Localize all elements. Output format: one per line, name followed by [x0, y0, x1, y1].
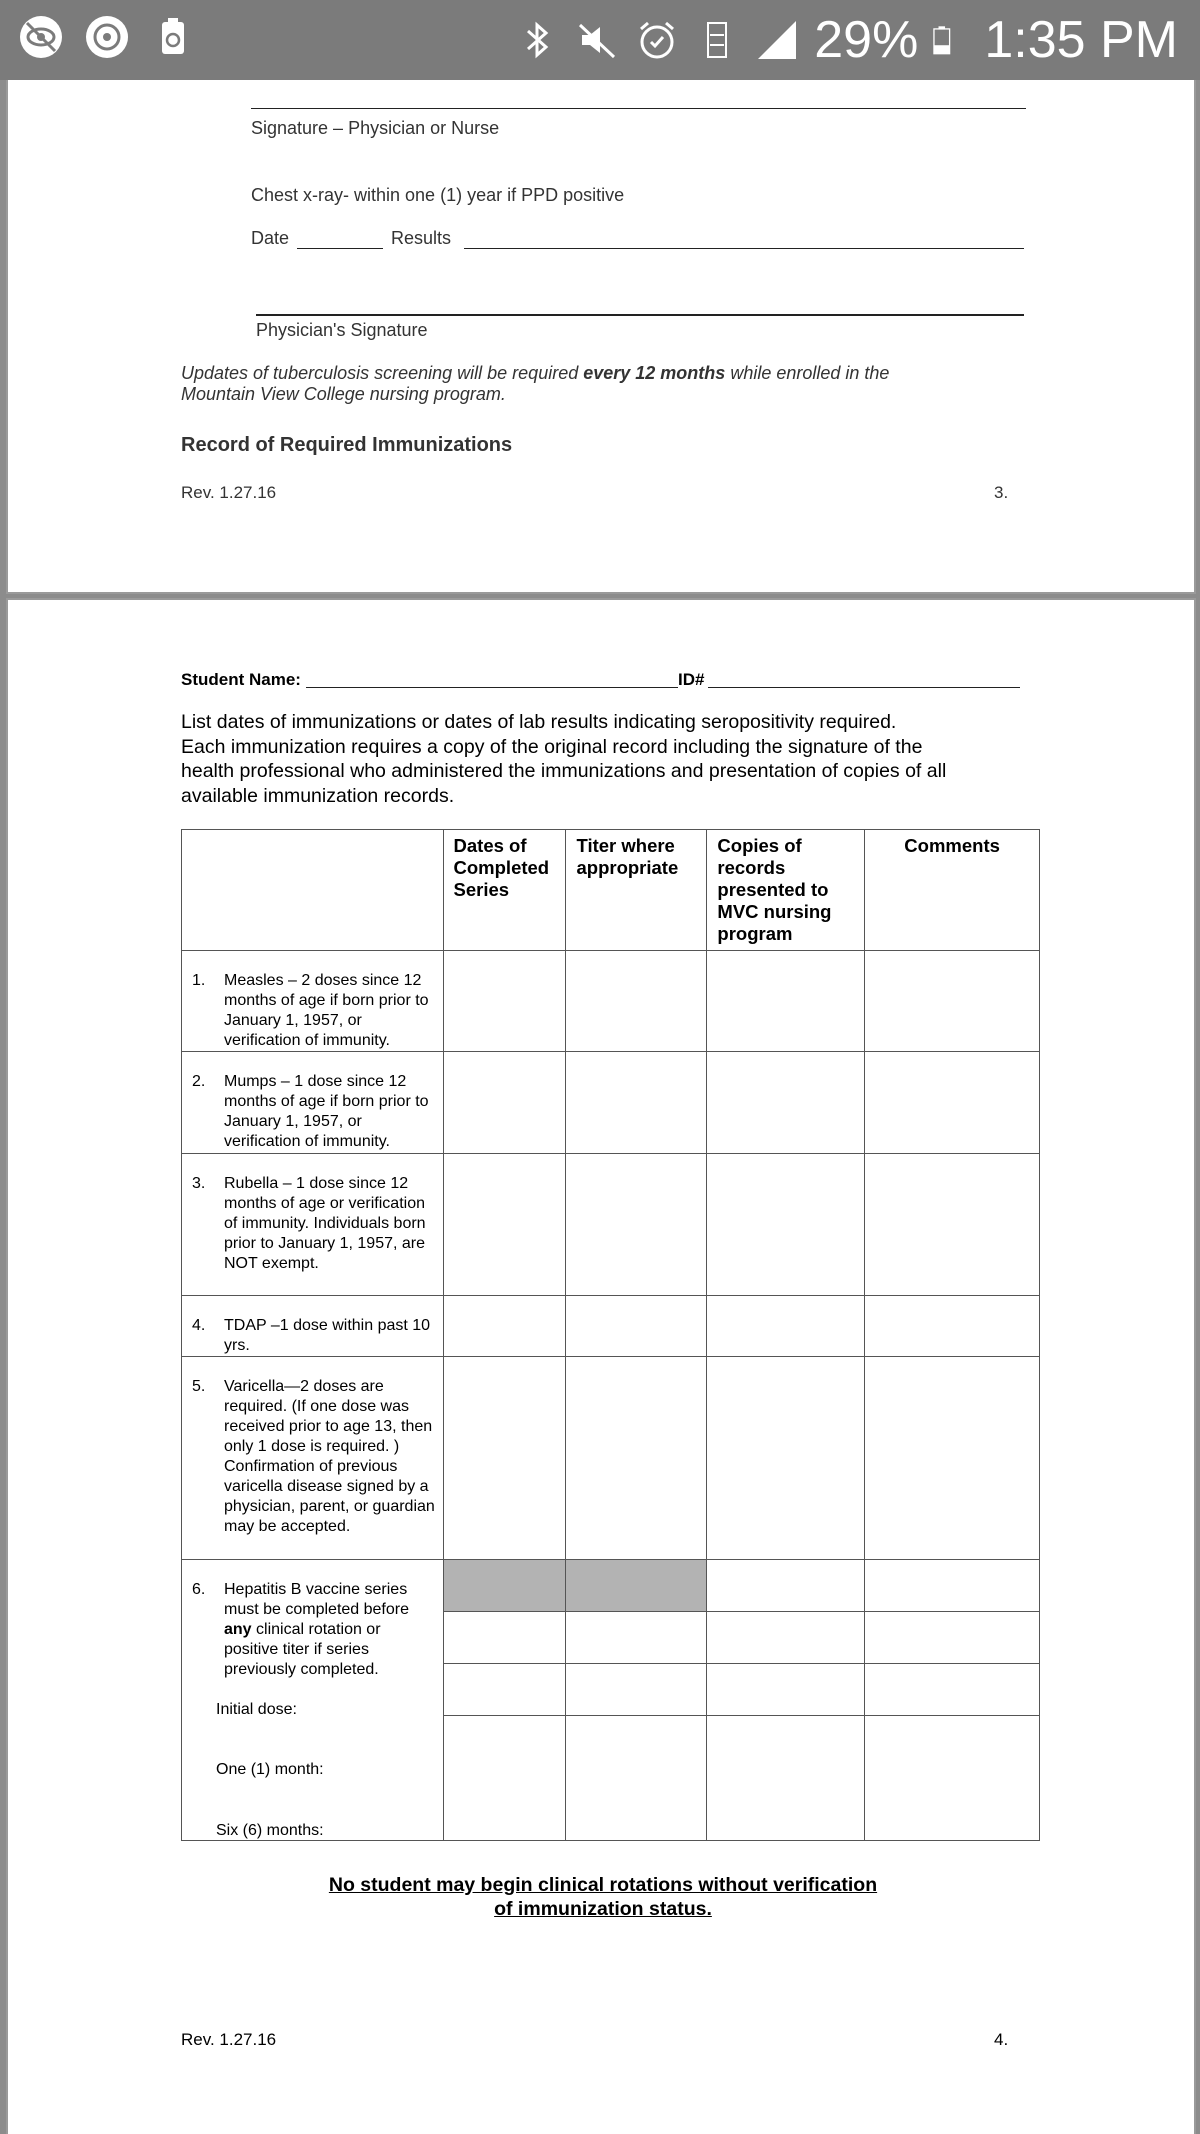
header-cell: Titer where appropriate [566, 830, 707, 951]
date-cell[interactable] [443, 1612, 566, 1664]
revision-label: Rev. 1.27.16 [181, 483, 277, 502]
date-cell-shaded [443, 1560, 566, 1612]
row-number: 5. [192, 1378, 206, 1395]
copies-cell[interactable] [707, 1612, 865, 1664]
table-row [182, 1052, 1040, 1154]
titer-cell[interactable] [566, 1664, 707, 1716]
vaccine-cell [182, 1296, 444, 1357]
status-bar [0, 0, 1200, 80]
comments-cell[interactable] [865, 1154, 1040, 1296]
titer-cell[interactable] [566, 1154, 707, 1296]
signature-label: Signature – Physician or Nurse [251, 118, 500, 138]
hep-text-bold: any [224, 1621, 252, 1638]
battery-percent: 29% [814, 11, 919, 69]
copies-cell[interactable] [707, 1052, 865, 1154]
instructions-paragraph [181, 710, 1041, 808]
header-cell: Comments [865, 830, 1040, 951]
document-page-4 [6, 598, 1196, 2134]
date-cell[interactable] [443, 1052, 566, 1154]
comments-cell[interactable] [865, 1052, 1040, 1154]
clock: 1:35 PM [984, 11, 1178, 69]
titer-cell[interactable] [566, 1612, 707, 1664]
vaccine-cell [182, 1052, 444, 1154]
copies-cell[interactable] [707, 1560, 865, 1612]
comments-cell[interactable] [865, 1560, 1040, 1612]
vaccine-requirement: Mumps – 1 dose since 12 months of age if born prior to January 1, 1957, or verification of immunity. [224, 1073, 429, 1150]
eye-off-icon [18, 14, 64, 60]
vaccine-requirement: TDAP –1 dose within past 10 yrs. [224, 1317, 431, 1354]
copies-cell[interactable] [707, 1716, 865, 1841]
table-row-hepatitis-b [182, 1560, 1040, 1612]
copies-cell[interactable] [707, 951, 865, 1052]
tb-update-text-1: Updates of tuberculosis screening will be required [181, 363, 579, 383]
date-cell[interactable] [443, 1664, 566, 1716]
revision-label: Rev. 1.27.16 [181, 2030, 277, 2049]
results-line [464, 248, 1024, 249]
copies-cell[interactable] [707, 1296, 865, 1357]
tb-update-text-2: while enrolled in the [730, 363, 890, 383]
instructions-line: available immunization records. [181, 784, 455, 807]
vaccine-cell [182, 1154, 444, 1296]
bluetooth-icon [514, 17, 560, 63]
titer-cell[interactable] [566, 1716, 707, 1841]
chest-xray-text: Chest x-ray- within one (1) year if PPD positive [251, 185, 625, 205]
copies-cell[interactable] [707, 1357, 865, 1560]
comments-cell[interactable] [865, 1716, 1040, 1841]
tb-update-emphasis: every 12 months [583, 363, 726, 383]
comments-cell[interactable] [865, 1296, 1040, 1357]
vaccine-cell-hepatitis-b [182, 1560, 444, 1841]
titer-cell[interactable] [566, 1052, 707, 1154]
table-row [182, 1154, 1040, 1296]
sync-icon [84, 14, 130, 60]
immunization-table [181, 829, 1040, 1841]
row-number: 3. [192, 1175, 206, 1192]
hep-text: Hepatitis B vaccine series must be completed before [224, 1581, 409, 1618]
date-cell[interactable] [443, 1357, 566, 1560]
signal-icon [754, 17, 800, 63]
date-cell[interactable] [443, 1154, 566, 1296]
header-cell: Copies of records presented to MVC nursing program [707, 830, 865, 951]
one-month-label: One (1) month: [216, 1761, 324, 1778]
row-number: 1. [192, 972, 206, 989]
page-number: 3. [994, 483, 1009, 502]
six-months-label: Six (6) months: [216, 1822, 324, 1839]
date-cell[interactable] [443, 1716, 566, 1841]
row-number: 6. [192, 1581, 206, 1598]
vaccine-cell [182, 951, 444, 1052]
vaccine-requirement: Rubella – 1 dose since 12 months of age or verification of immunity. Individuals born prior to January 1, 1957, are NOT exempt. [224, 1175, 426, 1272]
page-number: 4. [994, 2030, 1009, 2049]
instructions-line: Each immunization requires a copy of the original record including the signature of the [181, 735, 923, 758]
row-number: 2. [192, 1073, 206, 1090]
header-cell [182, 830, 444, 951]
copies-cell[interactable] [707, 1664, 865, 1716]
date-label: Date [251, 228, 290, 248]
comments-cell[interactable] [865, 1612, 1040, 1664]
results-label: Results [391, 228, 452, 248]
table-row [182, 1296, 1040, 1357]
alarm-icon [634, 17, 680, 63]
date-cell[interactable] [443, 1296, 566, 1357]
notice-line: No student may begin clinical rotations without verification [328, 1874, 878, 1896]
verification-notice [8, 1873, 1198, 1921]
comments-cell[interactable] [865, 951, 1040, 1052]
tb-update-note [181, 363, 1041, 405]
date-cell[interactable] [443, 951, 566, 1052]
instructions-line: List dates of immunizations or dates of lab results indicating seropositivity required. [181, 711, 897, 733]
initial-dose-label: Initial dose: [216, 1701, 297, 1718]
row-number: 4. [192, 1317, 206, 1334]
table-row [182, 1357, 1040, 1560]
signature-line [251, 108, 1026, 109]
table-row [182, 951, 1040, 1052]
vaccine-requirement: Varicella—2 doses are required. (If one dose was received prior to age 13, then only 1 dose is required. ) Confirmation of previous varicella disease signed by a physician, parent, or guardian may be accepted. [224, 1378, 435, 1535]
comments-cell[interactable] [865, 1357, 1040, 1560]
physician-signature-line [256, 314, 1024, 316]
id-line [708, 687, 1020, 688]
titer-cell[interactable] [566, 951, 707, 1052]
battery-icon [932, 17, 962, 63]
vaccine-requirement: Measles – 2 doses since 12 months of age if born prior to January 1, 1957, or verification of immunity. [224, 972, 429, 1049]
vaccine-cell [182, 1357, 444, 1560]
comments-cell[interactable] [865, 1664, 1040, 1716]
titer-cell-shaded [566, 1560, 707, 1612]
id-label: ID# [678, 670, 705, 689]
mute-icon [574, 17, 620, 63]
table-header-row [182, 830, 1040, 951]
tb-update-text-3: Mountain View College nursing program. [181, 384, 506, 404]
header-cell: Dates of Completed Series [443, 830, 566, 951]
document-page-3 [6, 80, 1196, 594]
student-name-label: Student Name: [181, 670, 301, 689]
titer-cell[interactable] [566, 1296, 707, 1357]
recycle-icon [150, 14, 196, 60]
instructions-line: health professional who administered the immunizations and presentation of copies of all [181, 760, 947, 782]
record-heading: Record of Required Immunizations [181, 434, 513, 456]
4g-lte-icon [694, 17, 740, 63]
titer-cell[interactable] [566, 1357, 707, 1560]
physician-signature-label: Physician's Signature [256, 320, 428, 340]
date-line [297, 248, 383, 249]
student-name-line [306, 687, 678, 688]
vaccine-requirement [224, 1580, 437, 1680]
hep-text: clinical rotation or positive titer if series previously completed. [224, 1621, 381, 1678]
copies-cell[interactable] [707, 1154, 865, 1296]
notice-line: of immunization status. [494, 1898, 712, 1920]
